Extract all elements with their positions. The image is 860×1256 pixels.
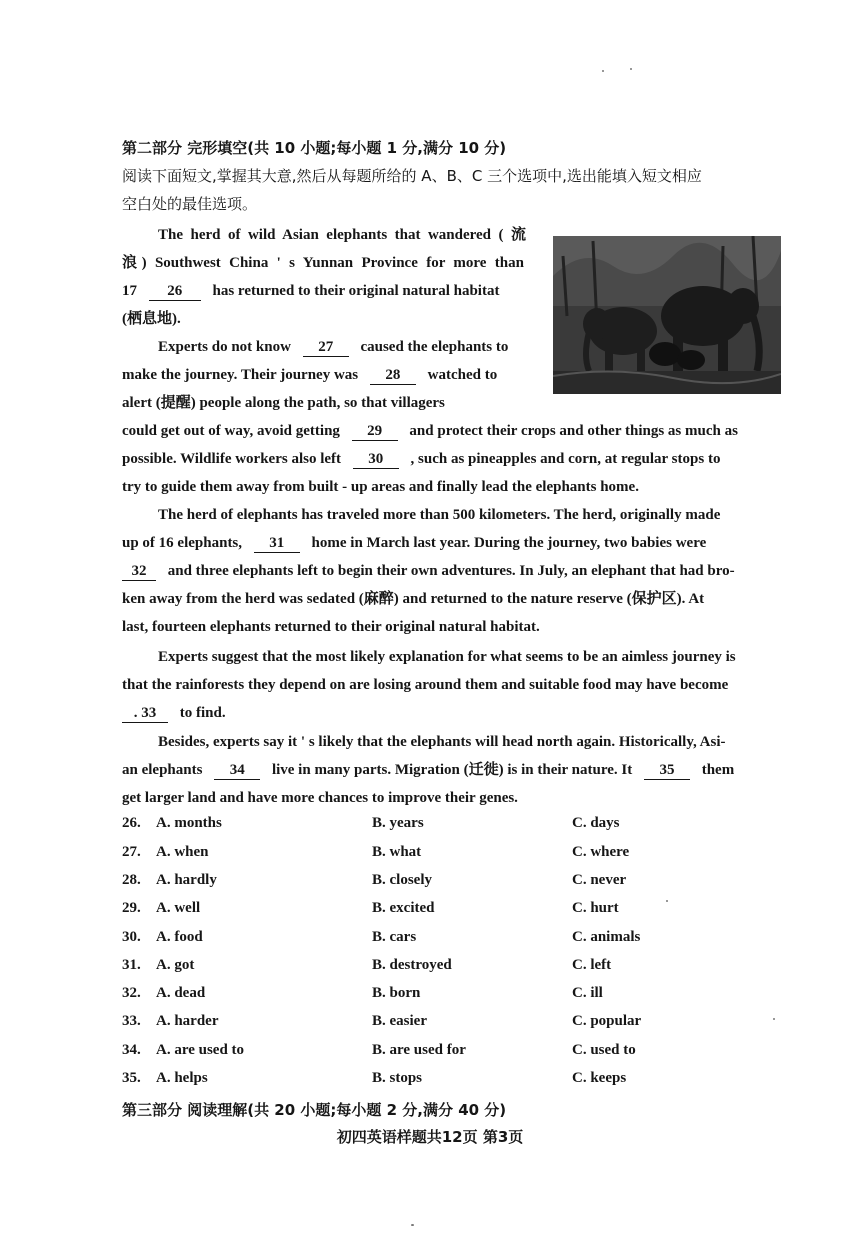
question-number: 33.: [122, 1013, 141, 1029]
passage-p1-line1: The herd of wild Asian elephants that wandered ( 流: [158, 227, 526, 243]
passage-p5-line2: [122, 760, 734, 780]
passage-p4-line2: that the rainforests they depend on are losing around them and suitable food may have become: [122, 677, 729, 693]
option-c[interactable]: C. days: [572, 815, 620, 831]
question-32: [122, 985, 682, 1007]
option-a[interactable]: A. harder: [156, 1013, 219, 1029]
passage-text: has returned to their original natural habitat: [212, 283, 500, 299]
passage-text: , such as pineapples and corn, at regular stops to: [410, 451, 721, 467]
question-33: [122, 1013, 682, 1035]
question-34: [122, 1042, 682, 1064]
passage-text: Experts do not know: [158, 339, 291, 355]
blank-28[interactable]: 28: [370, 367, 416, 385]
scan-speck: [630, 68, 632, 70]
option-c[interactable]: C. animals: [572, 929, 641, 945]
passage-p1-line2: 浪) Southwest China ' s Yunnan Province for more than: [122, 255, 524, 271]
passage-p3-line3: [122, 561, 735, 581]
passage-p2-line5: [122, 449, 720, 469]
option-a[interactable]: A. hardly: [156, 872, 217, 888]
passage-text: to find.: [179, 705, 226, 721]
option-c[interactable]: C. hurt: [572, 900, 619, 916]
passage-p3-line2: [122, 533, 706, 553]
option-a[interactable]: A. are used to: [156, 1042, 245, 1058]
option-b[interactable]: B. years: [372, 815, 424, 831]
passage-text: possible. Wildlife workers also left: [122, 451, 342, 467]
blank-27[interactable]: 27: [303, 339, 349, 357]
option-a[interactable]: A. months: [156, 815, 222, 831]
option-b[interactable]: B. what: [372, 844, 422, 860]
section2-heading: 第二部分 完形填空(共 10 小题;每小题 1 分,满分 10 分): [122, 139, 507, 157]
scan-speck: [666, 900, 668, 902]
passage-p1-line3: [122, 281, 499, 301]
passage-p2-line2: [122, 365, 497, 385]
elephant-herd-photo: [553, 236, 781, 394]
blank-33[interactable]: . 33: [122, 705, 168, 723]
option-b[interactable]: B. are used for: [372, 1042, 466, 1058]
elephant-herd-illustration: [553, 236, 781, 394]
blank-31[interactable]: 31: [254, 535, 300, 553]
option-b[interactable]: B. stops: [372, 1070, 423, 1086]
option-a[interactable]: A. well: [156, 900, 201, 916]
option-b[interactable]: B. born: [372, 985, 421, 1001]
question-number: 29.: [122, 900, 141, 916]
section3-heading: 第三部分 阅读理解(共 20 小题;每小题 2 分,满分 40 分): [122, 1101, 507, 1119]
option-c[interactable]: C. never: [572, 872, 627, 888]
option-b[interactable]: B. excited: [372, 900, 435, 916]
passage-text: and protect their crops and other things as much as: [409, 423, 738, 439]
option-c[interactable]: C. used to: [572, 1042, 636, 1058]
passage-text: watched to: [427, 367, 498, 383]
question-30: [122, 929, 682, 951]
question-number: 34.: [122, 1042, 141, 1058]
section2-instruction-line2: 空白处的最佳选项。: [122, 195, 258, 213]
option-b[interactable]: B. destroyed: [372, 957, 452, 973]
scan-speck: [411, 1224, 414, 1226]
scan-speck: [773, 1018, 775, 1020]
passage-text: an elephants: [122, 762, 203, 778]
option-c[interactable]: C. where: [572, 844, 630, 860]
question-number: 31.: [122, 957, 141, 973]
option-c[interactable]: C. ill: [572, 985, 603, 1001]
blank-32[interactable]: 32: [122, 563, 156, 581]
question-number: 28.: [122, 872, 141, 888]
option-c[interactable]: C. keeps: [572, 1070, 627, 1086]
passage-p5-line1: Besides, experts say it ' s likely that the elephants will head north again. Historically, Asi-: [158, 734, 726, 750]
question-number: 26.: [122, 815, 141, 831]
scan-speck: [602, 70, 604, 72]
passage-p3-line4: ken away from the herd was sedated (麻醉) and returned to the nature reserve (保护区). At: [122, 591, 705, 607]
passage-text: them: [701, 762, 735, 778]
passage-text: caused the elephants to: [360, 339, 509, 355]
passage-p2-line6: try to guide them away from built - up areas and finally lead the elephants home.: [122, 479, 639, 495]
passage-text: make the journey. Their journey was: [122, 367, 359, 383]
question-number: 32.: [122, 985, 141, 1001]
question-29: [122, 900, 682, 922]
passage-p5-line3: get larger land and have more chances to improve their genes.: [122, 790, 518, 806]
passage-text: and three elephants left to begin their own adventures. In July, an elephant that had bro-: [167, 563, 735, 579]
option-a[interactable]: A. helps: [156, 1070, 208, 1086]
passage-text: up of 16 elephants,: [122, 535, 243, 551]
question-number: 35.: [122, 1070, 141, 1086]
passage-p2-line1: [158, 337, 508, 357]
section2-instruction-line1: 阅读下面短文,掌握其大意,然后从每题所给的 A、B、C 三个选项中,选出能填入短文相应: [122, 167, 702, 185]
passage-p2-line3: alert (提醒) people along the path, so that villagers: [122, 395, 445, 411]
question-31: [122, 957, 682, 979]
blank-35[interactable]: 35: [644, 762, 690, 780]
passage-p3-line5: last, fourteen elephants returned to their original natural habitat.: [122, 619, 540, 635]
option-c[interactable]: C. left: [572, 957, 612, 973]
option-a[interactable]: A. dead: [156, 985, 206, 1001]
option-b[interactable]: B. cars: [372, 929, 417, 945]
blank-26[interactable]: 26: [149, 283, 201, 301]
passage-text: home in March last year. During the journey, two babies were: [311, 535, 707, 551]
option-b[interactable]: B. easier: [372, 1013, 427, 1029]
blank-34[interactable]: 34: [214, 762, 260, 780]
passage-p1-line4: (栖息地).: [122, 311, 181, 327]
question-number: 27.: [122, 844, 141, 860]
option-a[interactable]: A. food: [156, 929, 203, 945]
question-26: [122, 815, 682, 837]
passage-p4-line1: Experts suggest that the most likely explanation for what seems to be an aimless journey is: [158, 649, 736, 665]
passage-p4-line3: [122, 703, 226, 723]
passage-p2-line4: [122, 421, 738, 441]
passage-text: live in many parts. Migration (迁徙) is in their nature. It: [271, 762, 633, 778]
blank-29[interactable]: 29: [352, 423, 398, 441]
passage-text: could get out of way, avoid getting: [122, 423, 340, 439]
page-footer: 初四英语样题共12页 第3页: [336, 1128, 524, 1146]
option-a[interactable]: A. when: [156, 844, 209, 860]
question-28: [122, 872, 682, 894]
passage-text: 17: [122, 283, 137, 299]
question-27: [122, 844, 682, 866]
blank-30[interactable]: 30: [353, 451, 399, 469]
option-b[interactable]: B. closely: [372, 872, 432, 888]
question-number: 30.: [122, 929, 141, 945]
option-c[interactable]: C. popular: [572, 1013, 642, 1029]
option-a[interactable]: A. got: [156, 957, 195, 973]
passage-p3-line1: The herd of elephants has traveled more than 500 kilometers. The herd, originally made: [158, 507, 721, 523]
question-35: [122, 1070, 682, 1092]
